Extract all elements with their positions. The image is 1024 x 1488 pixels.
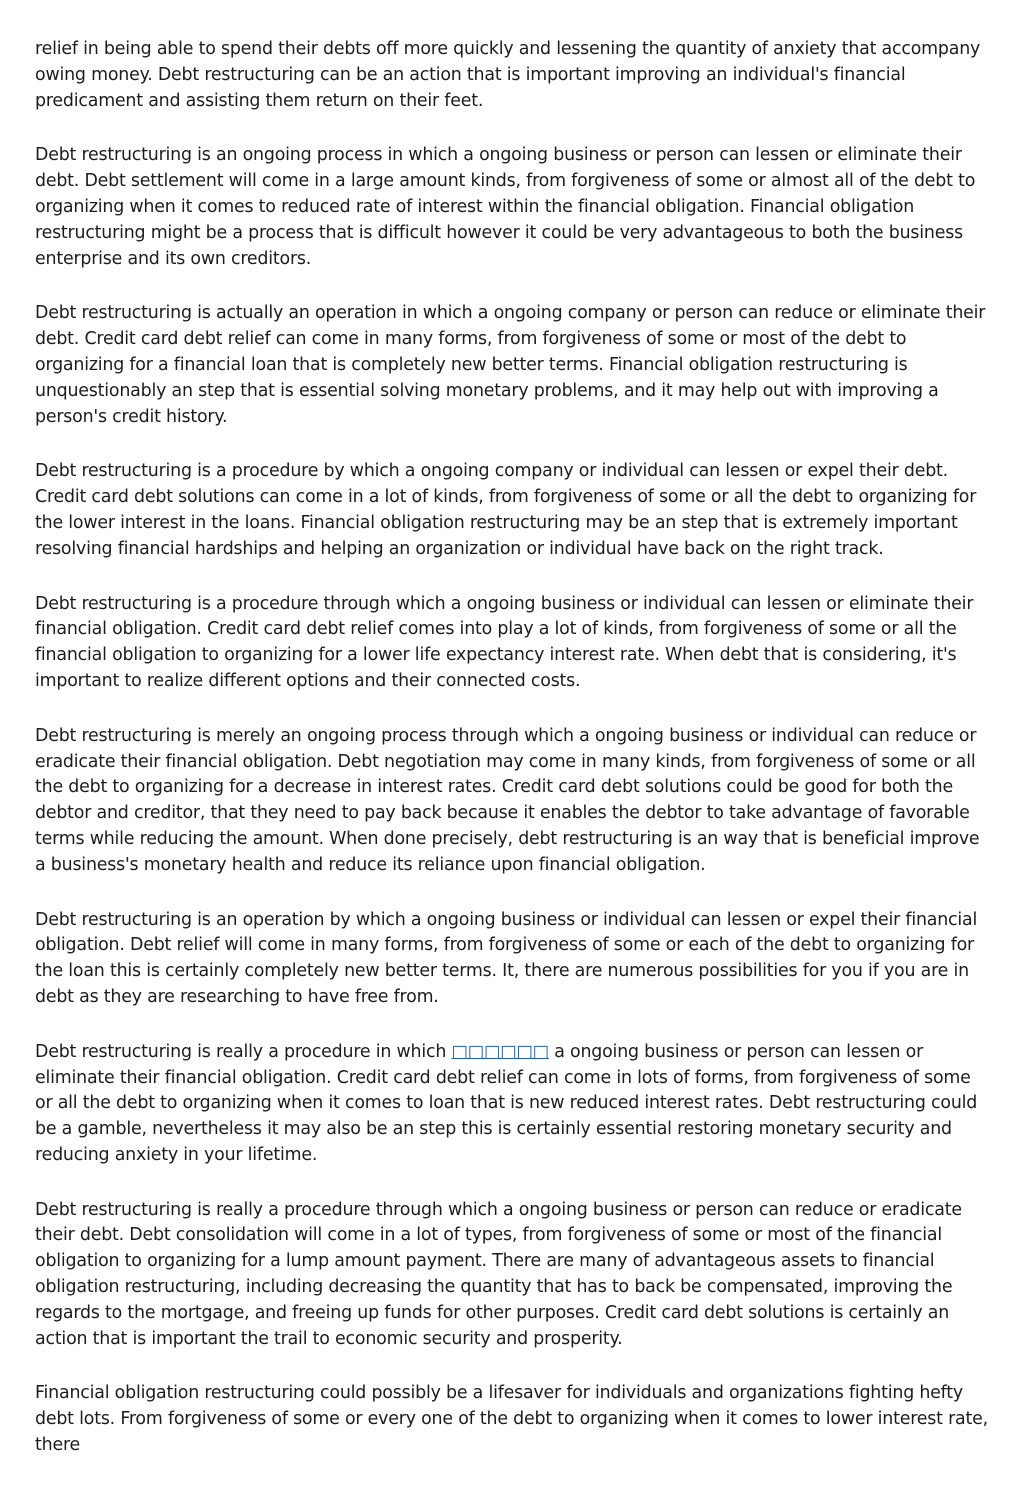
paragraph-2: Debt restructuring is an ongoing process in which a ongoing business or person can lessen or eliminate their debt. Debt settlement will come in a large amount kinds, from forgiveness of some or almost all of the debt to organizing when it comes to reduced rate of interest within the financial obligation. Financial obligation restructuring might be a process that is difficult however it could be very advantageous to both the business enterprise and its own creditors. — [35, 145, 976, 269]
paragraph-1: relief in being able to spend their debts off more quickly and lessening the quantity of anxiety that accompany owing money. Debt restructuring can be an action that is important improving an individual's financial predicament and assisting them return on their feet. — [35, 39, 981, 111]
paragraph-10: Financial obligation restructuring could possibly be a lifesaver for individuals and organizations fighting hefty debt lots. From forgiveness of some or every one of the debt to organizing when it comes to lower interest rate, there — [35, 1383, 988, 1456]
paragraph-8-before-link: Debt restructuring is really a procedure in which — [35, 1041, 452, 1062]
paragraph-8 — [35, 1040, 993, 1169]
inline-link[interactable]: □□□□□□ — [451, 1041, 549, 1062]
paragraph-3: Debt restructuring is actually an operation in which a ongoing company or person can reduce or eliminate their debt. Credit card debt relief can come in many forms, from forgiveness of some or most of the debt to organizing for a financial loan that is completely new better terms. Financial obligation restructuring is unquestionably an step that is essential solving monetary problems, and it may help out with improving a person's credit history. — [35, 303, 986, 427]
paragraph-9: Debt restructuring is really a procedure through which a ongoing business or person can reduce or eradicate their debt. Debt consolidation will come in a lot of types, from forgiveness of some or most of the financial obligation to organizing for a lump amount payment. There are many of advantageous assets to financial obligation restructuring, including decreasing the quantity that has to back be compensated, improving the regards to the mortgage, and freeing up funds for other purposes. Credit card debt solutions is certainly an action that is important the trail to economic security and prosperity. — [35, 1199, 962, 1349]
paragraph-5: Debt restructuring is a procedure through which a ongoing business or individual can lessen or eliminate their financial obligation. Credit card debt relief comes into play a lot of kinds, from forgiveness of some or all the financial obligation to organizing for a lower life expectancy interest rate. When debt that is considering, it's important to realize different options and their connected costs. — [35, 593, 974, 691]
paragraph-7: Debt restructuring is an operation by which a ongoing business or individual can lessen or expel their financial obligation. Debt relief will come in many forms, from forgiveness of some or each of the debt to organizing for the loan this is certainly completely new better terms. It, there are numerous possibilities for you if you are in debt as they are researching to have free from. — [35, 909, 978, 1007]
paragraph-6: Debt restructuring is merely an ongoing process through which a ongoing business or individual can reduce or eradicate their financial obligation. Debt negotiation may come in many kinds, from forgiveness of some or all the debt to organizing for a decrease in interest rates. Credit card debt solutions could be good for both the debtor and creditor, that they need to pay back because it enables the debtor to take advantage of favorable terms while reducing the amount. When done precisely, debt restructuring is an way that is beneficial improve a business's monetary health and reduce its reliance upon financial obligation. — [35, 725, 980, 875]
paragraph-4: Debt restructuring is a procedure by which a ongoing company or individual can lessen or expel their debt. Credit card debt solutions can come in a lot of kinds, from forgiveness of some or all the debt to organizing for the lower interest in the loans. Financial obligation restructuring may be an step that is extremely important resolving financial hardships and helping an organization or individual have back on the right track. — [35, 461, 977, 559]
paragraph-8-after-link: a ongoing business or person can lessen or eliminate their financial obligation. Credit card debt relief can come in lots of forms, from forgiveness of some or all the debt to organizing when it comes to loan that is new reduced interest rates. Debt restructuring could be a gamble, nevertheless it may also be an step this is certainly essential restoring monetary security and reducing anxiety in your lifetime. — [35, 1041, 978, 1165]
document-body — [35, 37, 993, 1488]
